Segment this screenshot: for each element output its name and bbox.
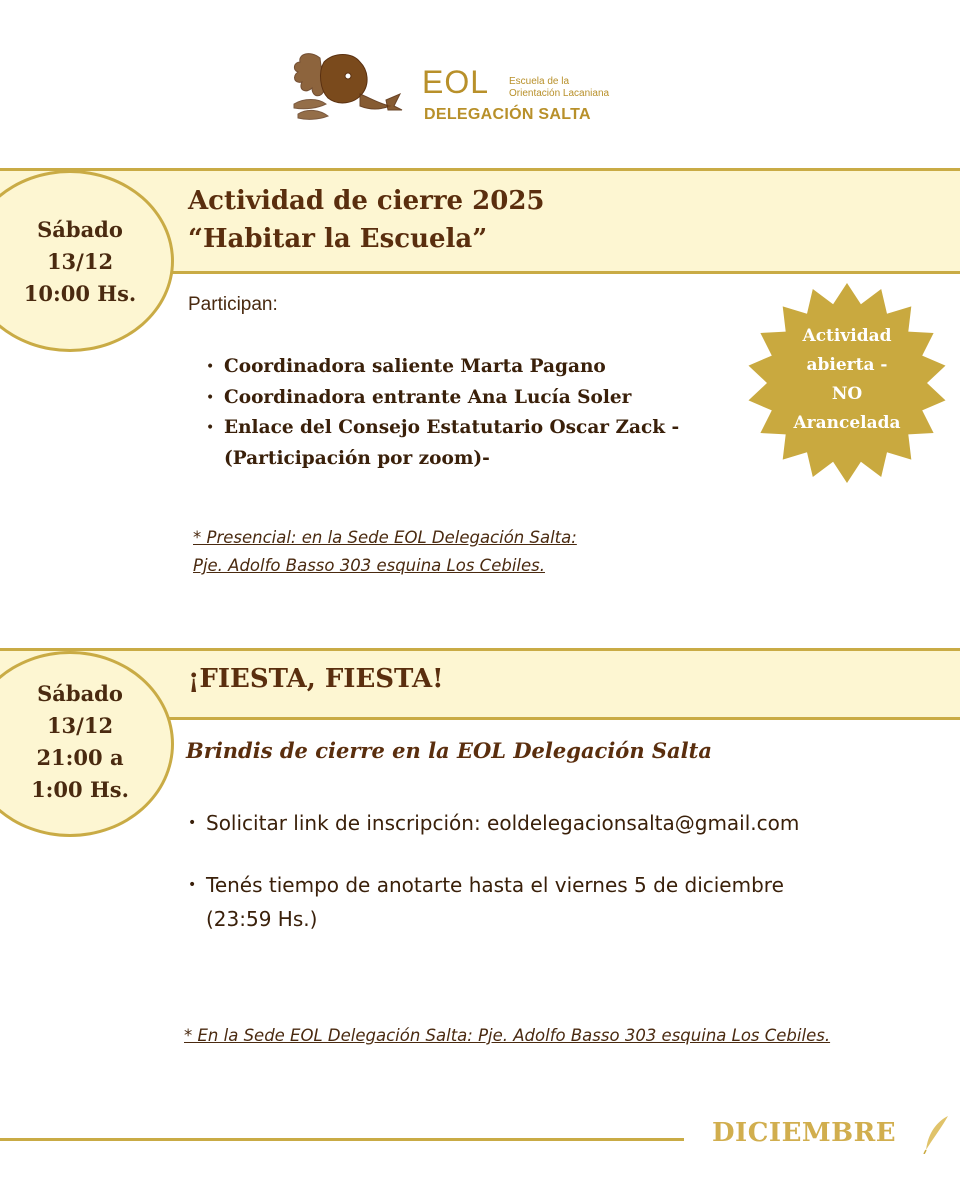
participant-item: • Enlace del Consejo Estatutario Oscar Zack -(Participación por zoom)-	[200, 413, 740, 474]
feather-icon	[922, 1114, 952, 1154]
badge-line: Actividad	[802, 326, 892, 346]
event1-date	[10, 214, 150, 310]
logo-lion-icon	[290, 48, 405, 130]
event2-date-time-start: 21:00 a	[36, 745, 124, 770]
logo-school-line1: Escuela de la	[509, 76, 570, 87]
info-item: • Tenés tiempo de anotarte hasta el viernes 5 de diciembre (23:59 Hs.)	[186, 868, 826, 936]
logo-eol-text: EOL	[422, 64, 490, 100]
badge-text	[770, 322, 924, 438]
event1-date-day: Sábado	[37, 217, 123, 242]
event1-note-line1: * Presencial: en la Sede EOL Delegación Salta:	[193, 528, 577, 547]
event1-subtitle: “Habitar la Escuela”	[188, 224, 488, 254]
event2-date-time-end: 1:00 Hs.	[31, 777, 129, 802]
footer-month: DICIEMBRE	[712, 1118, 897, 1148]
event1-title: Actividad de cierre 2025	[188, 186, 545, 216]
badge-line: abierta -	[806, 355, 888, 375]
participants-list	[200, 352, 740, 474]
participant-item: • Coordinadora saliente Marta Pagano	[200, 352, 740, 383]
event2-subtitle: Brindis de cierre en la EOL Delegación Salta	[186, 738, 712, 763]
badge-line: NO	[831, 384, 863, 404]
event1-location-note	[193, 524, 713, 580]
event2-date-day: Sábado	[37, 681, 123, 706]
event2-info-list	[186, 806, 826, 964]
logo-delegation: DELEGACIÓN SALTA	[424, 106, 591, 123]
event1-date-time: 10:00 Hs.	[23, 281, 137, 306]
event2-title: ¡FIESTA, FIESTA!	[188, 664, 444, 694]
event1-note-line2: Pje. Adolfo Basso 303 esquina Los Cebiles.	[193, 556, 545, 575]
event1-intro: Participan:	[188, 294, 278, 315]
logo-school-line2: Orientación Lacaniana	[509, 88, 610, 99]
event2-location-note: * En la Sede EOL Delegación Salta: Pje. Adolfo Basso 303 esquina Los Cebiles.	[184, 1026, 831, 1045]
footer-divider	[0, 1138, 684, 1141]
event2-date-date: 13/12	[46, 713, 114, 738]
participant-item: • Coordinadora entrante Ana Lucía Soler	[200, 383, 740, 414]
info-item: • Solicitar link de inscripción: eoldelegacionsalta@gmail.com	[186, 806, 826, 840]
event2-date	[10, 678, 150, 806]
event1-date-date: 13/12	[46, 249, 114, 274]
badge-line: Arancelada	[793, 413, 901, 433]
